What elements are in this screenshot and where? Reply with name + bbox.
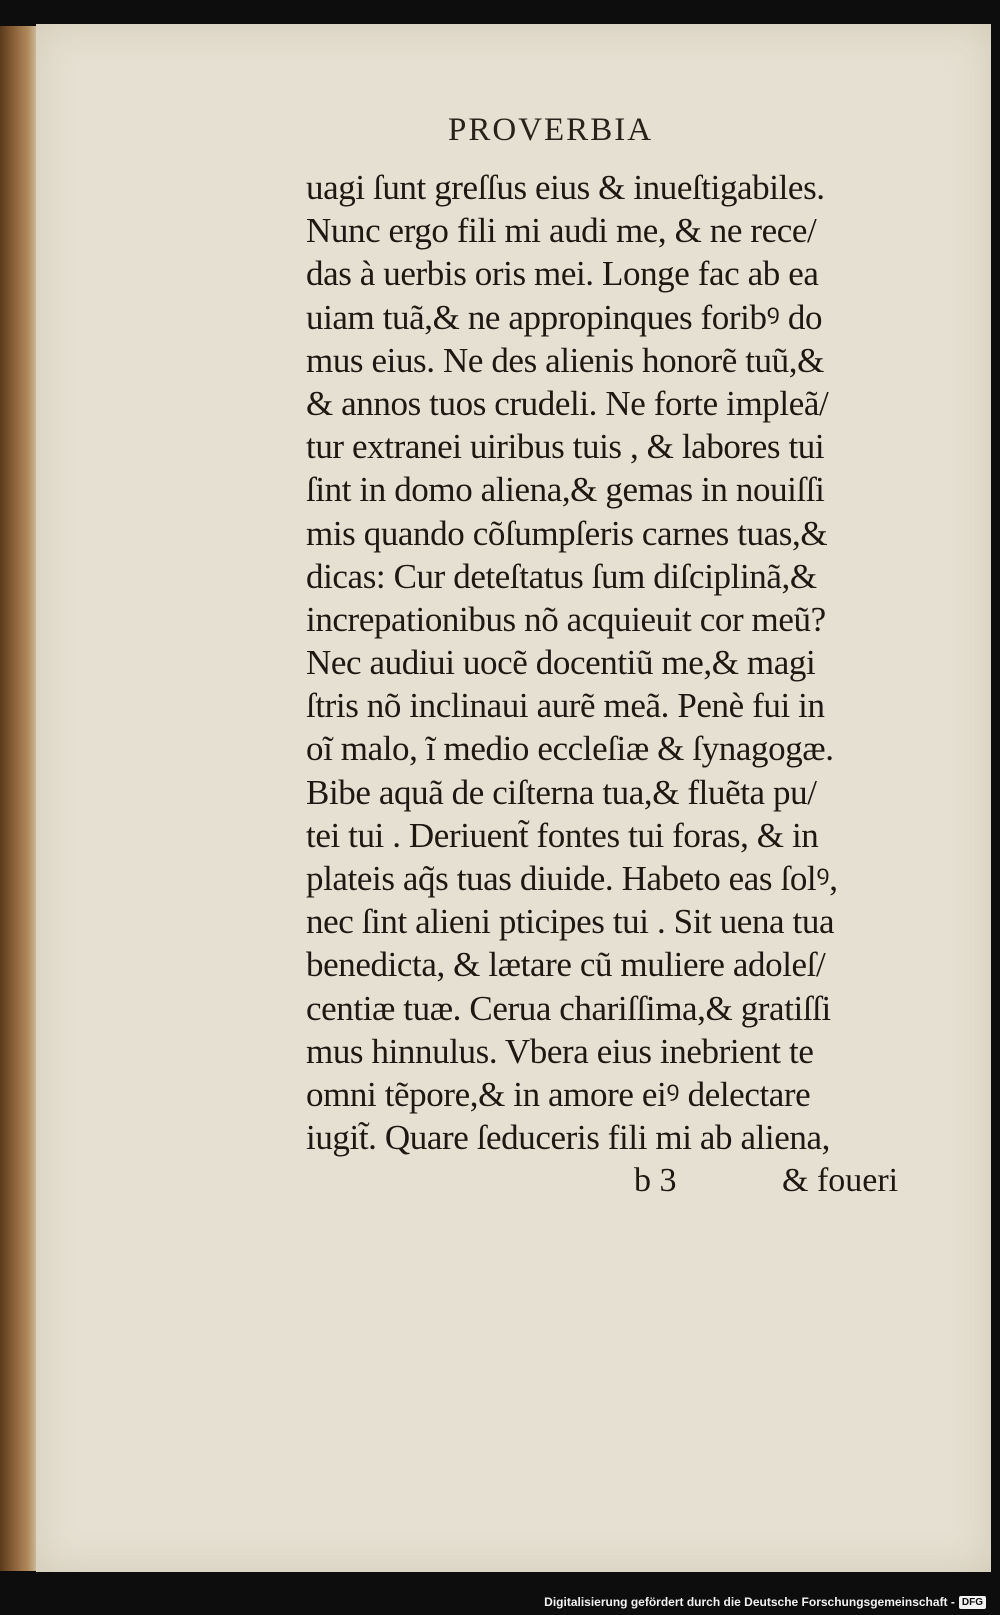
credit-text: Digitalisierung gefördert durch die Deutsche Forschungsgemeinschaft - [544, 1595, 955, 1609]
text-line: mus hinnulus. Vbera eius inebrient te [306, 1031, 814, 1071]
signature-mark: b 3 [634, 1162, 677, 1199]
text-line: mis quando cõſumpſeris carnes tuas,& [306, 513, 828, 553]
text-line: tur extranei uiribus tuis , & labores tui [306, 427, 825, 467]
dfg-logo: DFG [959, 1596, 986, 1609]
text-line: centiæ tuæ. Cerua chariſſima,& gratiſſi [306, 988, 831, 1028]
catchword: & foueri [782, 1162, 899, 1199]
text-line: & annos tuos crudeli. Ne forte impleã/ [306, 383, 829, 423]
text-line: uiam tuã,& ne appropinques foribꝰ do [306, 297, 823, 337]
text-line: uagi ſunt greſſus eius & inueſtigabiles. [306, 168, 825, 207]
text-line: plateis aq̃s tuas diuide. Habeto eas ſolꝰ, [306, 859, 838, 898]
text-line: ſint in domo aliena,& gemas in nouiſſi [306, 470, 825, 510]
text-line: Bibe aquã de ciſterna tua,& fluẽta pu/ [306, 772, 817, 812]
page-edge [0, 26, 40, 1571]
text-line: tei tui . Deriuent̃ fontes tui foras, & in [306, 815, 819, 855]
text-line: ſtris nõ inclinaui aurẽ meã. Penè fui in [306, 686, 825, 726]
digitization-credit [544, 1595, 986, 1609]
text-line: benedicta, & lætare cũ muliere adoleſ/ [306, 945, 826, 985]
text-line: mus eius. Ne des alienis honorẽ tuũ,& [306, 340, 824, 380]
text-line: oĩ malo, ĩ medio eccleſiæ & ſynagogæ. [306, 729, 834, 769]
text-line: iugit̃. Quare ſeduceris fili mi ab aliena, [306, 1118, 830, 1158]
text-line: dicas: Cur deteſtatus ſum diſciplinã,& [306, 556, 817, 596]
text-line: increpationibus nõ acquieuit cor meũ? [306, 599, 826, 639]
text-line: das à uerbis oris mei. Longe fac ab ea [306, 254, 819, 294]
text-line: nec ſint alieni pticipes tui . Sit uena tua [306, 902, 835, 942]
running-header: PROVERBIA [448, 112, 654, 148]
body-text [306, 166, 946, 1159]
text-line: Nec audiui uocẽ docentiũ me,& magi [306, 643, 816, 683]
text-line: omni tẽpore,& in amore eiꝰ delectare [306, 1074, 811, 1114]
text-line: Nunc ergo fili mi audi me, & ne rece/ [306, 211, 817, 251]
